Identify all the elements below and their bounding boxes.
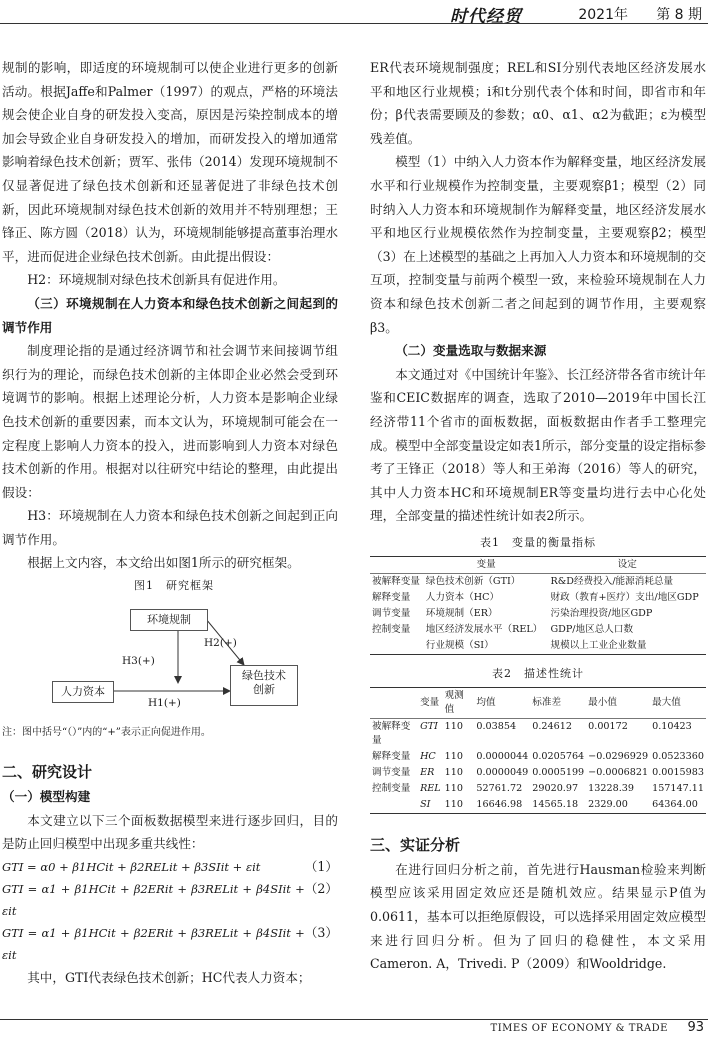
section-heading-empirical: 三、实证分析	[370, 835, 461, 854]
page-number: 93	[687, 1020, 704, 1035]
figure-1	[2, 579, 338, 725]
table-cell: 0.24612	[532, 720, 572, 732]
table-row	[370, 718, 706, 749]
table-cell: 调节变量	[372, 607, 411, 619]
table-cell: 13228.39	[588, 782, 634, 794]
equation-2-number: （2）	[304, 880, 338, 896]
right-paragraph-2: 模型（1）中纳入人力资本作为解释变量，地区经济发展水平和行业规模作为控制变量，主要观察β1；模型（2）同时纳入人力资本和环境规制作为解释变量，地区经济发展水平和地区行业规模依然作为控制变量，主要观察β2；模型（3）在上述模型的基础之上再加入人力资本和环境规制的交互项，控制变量与前两个模型一致，来检验环境规制在人力资本和绿色技术创新二者之间起到的调节作用，主要观察β3。	[370, 154, 706, 335]
table-cell: REL	[420, 782, 441, 794]
table-row	[370, 765, 706, 781]
table-cell: 行业规模（SI）	[424, 638, 549, 655]
table-cell: GTI	[420, 720, 438, 732]
table-cell: ER	[420, 766, 435, 778]
left-column	[2, 56, 338, 989]
page-footer	[0, 1019, 708, 1043]
table-row	[370, 590, 706, 606]
table-cell: 控制变量	[372, 782, 411, 794]
table-cell: 14565.18	[530, 797, 586, 814]
table-row	[370, 638, 706, 655]
footer-journal-english: TIMES OF ECONOMY & TRADE	[490, 1023, 668, 1034]
box-green-innovation-line1: 绿色技术	[242, 669, 286, 683]
table-cell: 0.03854	[476, 720, 517, 732]
left-paragraph-2: 制度理论指的是通过经济调节和社会调节来间接调节组织行为的理论，而绿色技术创新的主体即企业必然会受到环境调节的影响。根据上述理论分析，人力资本是影响企业绿色技术创新的重要因素，而本文认为，环境规制可能会在一定程度上影响人力资本的投入，进而影响到人力资本对绿色技术创新的作用。根据对以往研究中结论的整理，由此提出假设：	[2, 343, 338, 500]
subsection-model: （一）模型构建	[2, 789, 91, 805]
box-green-innovation	[230, 665, 298, 706]
table-cell: 110	[444, 782, 463, 794]
right-paragraph-4: 在进行回归分析之前，首先进行Hausman检验来判断模型应该采用固定效应还是随机效应。结果显示P值为0.0611，基本可以拒绝原假设，可以选择采用固定效应模型来进行回归分析。但为了回归的稳健性，本文采用Cameron. A，Trivedi. P（2009）和Wooldridge.	[370, 861, 706, 972]
table-cell: 调节变量	[372, 766, 411, 778]
table-cell: 绿色技术创新（GTI）	[425, 575, 521, 587]
equation-3-body: GTI = α1 + β1HCit + β2ERit + β3RELit + β4SIit + εit	[2, 925, 305, 962]
table-2-header: 最大值	[650, 687, 706, 718]
footer-rule	[0, 1019, 708, 1020]
header-rule	[0, 23, 708, 24]
table-cell: 110	[443, 797, 475, 814]
equation-3-number: （3）	[304, 924, 338, 940]
subsection-variables: （二）变量选取与数据来源	[395, 343, 547, 359]
section-heading-3: （三）环境规制在人力资本和绿色技术创新之间起到的调节作用	[2, 295, 338, 335]
box-human-capital-label: 人力资本	[61, 685, 105, 699]
table-cell: −0.0006821	[588, 766, 649, 778]
table-2-caption: 表2 描述性统计	[492, 666, 584, 680]
table-cell: 解释变量	[372, 750, 411, 762]
table-cell: 环境规制（ER）	[425, 607, 498, 619]
equation-2	[2, 878, 338, 922]
table-cell	[370, 797, 418, 814]
label-h2: H2(+)	[204, 637, 237, 650]
table-2-header: 观测值	[443, 687, 475, 718]
table-cell: 0.10423	[652, 720, 692, 732]
right-paragraph-3: 本文通过对《中国统计年鉴》、长江经济带各省市统计年鉴和CEIC数据库的调查，选取了2010—2019年中国长江经济带11个省市的面板数据，面板数据由作者手工整理完成。模型中全部变量设定如表1所示，部分变量的设定指标参考了王锋正（2018）等人和王弟海（2016）等人的研究，其中人力资本HC和环境规制ER等变量均进行去中心化处理，全部变量的描述性统计如表2所示。	[370, 366, 706, 524]
table-cell: −0.0296929	[588, 750, 649, 762]
right-column	[370, 56, 706, 976]
table-cell: 0.00172	[588, 720, 628, 732]
journal-year: 2021年	[578, 7, 628, 23]
table-cell: 16646.98	[474, 797, 530, 814]
table-cell: 0.0000049	[476, 766, 529, 778]
right-paragraph-1: ER代表环境规制强度；REL和SI分别代表地区经济发展水平和地区行业规模；i和t分别代表个体和时间，即省市和年份；β代表需要顾及的参数；α0、α1、α2为截距；ε为模型残差值。	[370, 60, 706, 146]
table-row	[370, 749, 706, 765]
table-row	[370, 606, 706, 622]
equation-2-body: GTI = α1 + β1HCit + β2ERit + β3RELit + β4SIit + εit	[2, 881, 305, 918]
table-cell: 110	[444, 750, 463, 762]
equation-1-number: （1）	[304, 858, 338, 874]
table-cell: 2329.00	[586, 797, 650, 814]
left-paragraph-3: 根据上文内容，本文给出如图1所示的研究框架。	[27, 555, 300, 571]
journal-issue: 第 8 期	[656, 7, 702, 23]
table-2	[370, 687, 706, 814]
table-cell: SI	[418, 797, 443, 814]
table-cell: 0.0523360	[652, 750, 704, 762]
table-cell: 110	[444, 766, 463, 778]
equation-3	[2, 922, 338, 966]
table-cell: 解释变量	[372, 591, 411, 603]
table-cell: 财政（教育+医疗）支出/地区GDP	[550, 591, 699, 603]
table-cell: 0.0005199	[532, 766, 585, 778]
table-cell: 污染治理投资/地区GDP	[550, 607, 653, 619]
table-2-header: 均值	[474, 687, 530, 718]
table-2-header	[370, 687, 418, 718]
table-2-header: 最小值	[586, 687, 650, 718]
table-cell: GDP/地区总人口数	[550, 623, 634, 635]
label-h1: H1(+)	[148, 697, 181, 710]
table-cell: 52761.72	[476, 782, 523, 794]
table-1-caption: 表1 变量的衡量指标	[480, 535, 596, 549]
page-header	[0, 0, 708, 26]
table-1	[370, 556, 706, 655]
table-cell: 0.0205764	[532, 750, 585, 762]
table-cell: 人力资本（HC）	[425, 591, 500, 603]
hypothesis-h2: H2：环境规制对绿色技术创新具有促进作用。	[27, 272, 286, 288]
table-1-header	[370, 556, 424, 573]
table-cell: 29020.97	[532, 782, 579, 794]
table-cell: 0.0015983	[652, 766, 704, 778]
label-h3: H3(+)	[122, 655, 155, 668]
left-paragraph-5: 其中，GTI代表绿色技术创新；HC代表人力资本；	[27, 969, 311, 985]
table-2-header: 标准差	[530, 687, 586, 718]
left-paragraph-1: 规制的影响，即适度的环境规制可以使企业进行更多的创新活动。根据Jaffe和Palmer（1997）的观点，严格的环境法规会使企业自身的研发投入变高，原因是污染控制成本的增加会导致企业自身研发投入的增加，而研发投入的增加通常影响着绿色技术创新；贾军、张伟（2014）发现环境规制不仅显著促进了绿色技术创新和还显著促进了非绿色技术创新，因此环境规制对绿色技术创新的效用并不特别理想；王锋正、陈方圆（2018）认为，环境规制能够提高董事治理水平，进而促进企业绿色技术创新。由此提出假设：	[2, 60, 338, 264]
table-cell: 规模以上工业企业数量	[548, 638, 706, 655]
equation-1	[2, 856, 338, 878]
table-cell: 0.0000044	[476, 750, 529, 762]
table-1-header: 设定	[548, 556, 706, 573]
table-cell: 64364.00	[650, 797, 706, 814]
table-row	[370, 781, 706, 797]
table-cell: 被解释变量	[372, 720, 411, 746]
table-2-header: 变量	[418, 687, 443, 718]
hypothesis-h3: H3：环境规制在人力资本和绿色技术创新之间起到正向调节作用。	[2, 508, 338, 547]
table-cell: 110	[444, 720, 463, 732]
table-cell	[370, 638, 424, 655]
table-cell: HC	[420, 750, 436, 762]
box-environmental-regulation	[130, 609, 208, 631]
box-human-capital	[52, 681, 114, 703]
journal-title: 时代经贸	[450, 7, 522, 27]
table-row	[370, 573, 706, 590]
table-row	[370, 797, 706, 814]
table-row	[370, 622, 706, 638]
section-heading-2: 二、研究设计	[2, 763, 93, 782]
table-cell: 控制变量	[372, 623, 411, 635]
box-environmental-regulation-label: 环境规制	[147, 613, 191, 627]
left-paragraph-4: 本文建立以下三个面板数据模型来进行逐步回归，目的是防止回归模型中出现多重共线性：	[2, 812, 338, 852]
figure-note: 注：图中括号“（）”内的“+”表示正向促进作用。	[2, 727, 211, 739]
table-cell: 被解释变量	[372, 575, 420, 587]
table-1-header: 变量	[424, 556, 549, 573]
box-green-innovation-line2: 创新	[253, 683, 275, 697]
figure-caption: 图1 研究框架	[134, 579, 214, 593]
equation-1-body: GTI = α0 + β1HCit + β2RELit + β3SIit + εit	[2, 859, 261, 874]
table-cell: R&D经费投入/能源消耗总量	[550, 575, 674, 587]
table-cell: 地区经济发展水平（REL）	[425, 623, 543, 635]
table-cell: 157147.11	[652, 782, 704, 794]
